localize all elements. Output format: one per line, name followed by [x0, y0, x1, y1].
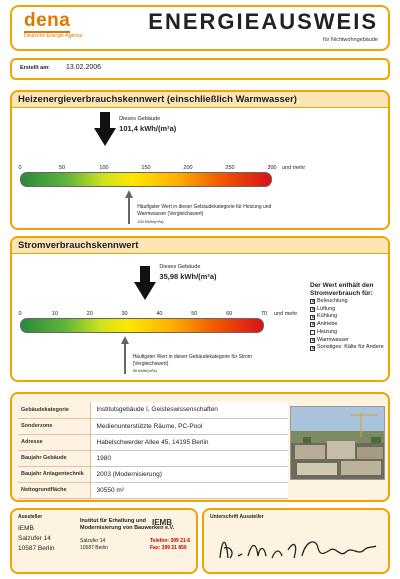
legend-items: [310, 298, 386, 352]
iemb-logo: IEMB: [152, 518, 172, 527]
table-value: 2003 (Modernisierung): [90, 466, 288, 482]
table-value: 1980: [90, 450, 288, 466]
building-arrow-icon: [134, 266, 156, 300]
power-section-header: [12, 238, 388, 254]
logo-subtitle: Deutsche Energie-Agentur: [24, 33, 83, 39]
table-key: Baujahr Anlagentechnik: [18, 466, 90, 482]
power-unit-label: und mehr: [274, 311, 298, 317]
heating-unit-label: und mehr: [282, 165, 306, 171]
scale-tick-label: 300: [267, 165, 277, 171]
checkbox-checked-icon: ✕: [311, 337, 316, 344]
table-row: [18, 434, 288, 450]
building-data-section: [10, 392, 390, 502]
institute-address-line: Salzufer 14: [80, 538, 106, 544]
legend-item: [310, 344, 386, 352]
table-key: Nettogrundfläche: [18, 482, 90, 498]
heating-title: Heizenergieverbrauchskennwert (einschließlich Warmwasser): [18, 94, 297, 105]
issuer-label: Aussteller: [18, 514, 43, 520]
power-section: [10, 236, 390, 382]
scale-tick-label: 10: [51, 311, 58, 317]
table-key: Gebäudekategorie: [18, 402, 90, 418]
heating-building-value: 101,4 kWh/(m²a): [119, 124, 177, 133]
issuer-box: [10, 508, 198, 574]
legend-item-label: Antriebe: [317, 321, 338, 328]
heating-section: [10, 90, 390, 230]
legend-item: [310, 321, 386, 329]
building-arrow-icon: [94, 112, 116, 146]
issuer-line: Salzufer 14: [18, 535, 51, 542]
table-key: Baujahr Gebäude: [18, 450, 90, 466]
scale-tick-label: 200: [183, 165, 193, 171]
institute-address: [80, 538, 108, 551]
table-value: Institutsgebäude I, Geisteswissenschaften: [90, 402, 288, 418]
dena-logo: dena: [24, 10, 71, 31]
issuer-line: 10587 Berlin: [18, 545, 55, 552]
scale-tick-label: 40: [156, 311, 163, 317]
page-subtitle: für Nichtwohngebäude: [322, 37, 378, 43]
table-key: Adresse: [18, 434, 90, 450]
legend-item-label: Heizung: [317, 328, 338, 335]
issuer-address: [18, 524, 55, 554]
signature-label: Unterschrift Aussteller: [210, 514, 264, 520]
power-building-label: Dieses Gebäude: [159, 264, 201, 270]
scale-tick-label: 150: [141, 165, 151, 171]
building-data-table: [18, 402, 288, 499]
heating-reference-unit: 130 kWh/(m²a): [137, 219, 164, 224]
scale-tick-label: 20: [86, 311, 93, 317]
power-consumption-legend: [310, 282, 386, 352]
checkbox-checked-icon: ✕: [311, 307, 316, 314]
institute-name-line: Modernisierung von Bauwerken e.V.: [80, 525, 175, 531]
building-photo: [290, 406, 385, 480]
power-reference-text: Häufigster Wert in dieser Gebäudekategorie für Strom (Vergleichswert): [132, 354, 252, 367]
scale-tick-label: 60: [226, 311, 233, 317]
power-reference-unit: 30 kWh/(m²a): [132, 368, 157, 373]
table-value: Habelschwerder Allee 45, 14195 Berlin: [90, 434, 288, 450]
table-value: Medienunterstützte Räume, PC-Pool: [90, 418, 288, 434]
issuer-line: IEMB: [18, 525, 34, 532]
checkbox-checked-icon: ✕: [311, 299, 316, 306]
checkbox-checked-icon: ✕: [311, 322, 316, 329]
heating-reference-text: Häufigster Wert in dieser Gebäudekategorie für Heizung und Warmwasser (Vergleichswert): [137, 204, 272, 217]
reference-arrow-icon: [121, 336, 129, 374]
table-value: 30550 m²: [90, 482, 288, 498]
table-key: Sonderzone: [18, 418, 90, 434]
scale-tick-label: 0: [18, 165, 22, 171]
created-date-box: [10, 58, 390, 80]
power-scale-bar: [20, 318, 264, 333]
power-building-value: 35,98 kWh/(m²a): [159, 272, 217, 281]
heating-section-header: [12, 92, 388, 108]
legend-item-label: Lüftung: [317, 305, 336, 312]
scale-tick-label: 30: [121, 311, 128, 317]
scale-tick-label: 50: [58, 165, 66, 171]
handwritten-signature: [212, 528, 382, 568]
table-row: [18, 450, 288, 466]
checkbox-checked-icon: ✕: [311, 314, 316, 321]
institute-name-line: Institut für Erhaltung und: [80, 518, 146, 524]
legend-item-label: Sonstiges: Kälte für Andere: [317, 344, 384, 351]
legend-title: Der Wert enthält den Stromverbrauch für:: [310, 282, 374, 297]
certificate-header: [10, 5, 390, 51]
legend-item: [310, 329, 386, 337]
heating-building-label: Dieses Gebäude: [119, 116, 161, 122]
legend-item: [310, 306, 386, 314]
legend-item: [310, 313, 386, 321]
table-row: [18, 418, 288, 434]
scale-tick-label: 50: [191, 311, 198, 317]
table-row: [18, 466, 288, 482]
scale-tick-label: 250: [225, 165, 235, 171]
institute-phone-line: Fax: 399 21 850: [150, 544, 187, 551]
legend-item: [310, 298, 386, 306]
institute-address-line: 10587 Berlin: [80, 544, 109, 551]
legend-item-label: Kühlung: [317, 313, 338, 320]
power-title: Stromverbrauchskennwert: [18, 240, 139, 251]
scale-tick-label: 70: [260, 311, 268, 317]
scale-tick-label: 0: [18, 311, 22, 317]
table-row: [18, 482, 288, 498]
scale-tick-label: 100: [99, 165, 109, 171]
institute-phone-line: Telefon: 399 21-6: [150, 538, 191, 544]
table-row: [18, 402, 288, 418]
legend-item-label: Beleuchtung: [317, 298, 348, 304]
checkbox-empty-icon: [310, 330, 315, 335]
created-label: Erstellt am:: [20, 65, 50, 71]
checkbox-checked-icon: ✕: [311, 345, 316, 352]
heating-scale-bar: [20, 172, 272, 187]
created-value: 13.02.2006: [66, 64, 102, 71]
page-title: ENERGIEAUSWEIS: [148, 9, 378, 34]
legend-item-label: Warmwasser: [317, 336, 349, 343]
reference-arrow-icon: [125, 190, 133, 224]
institute-phone: [150, 538, 190, 551]
signature-box: [202, 508, 390, 574]
legend-item: [310, 337, 386, 345]
